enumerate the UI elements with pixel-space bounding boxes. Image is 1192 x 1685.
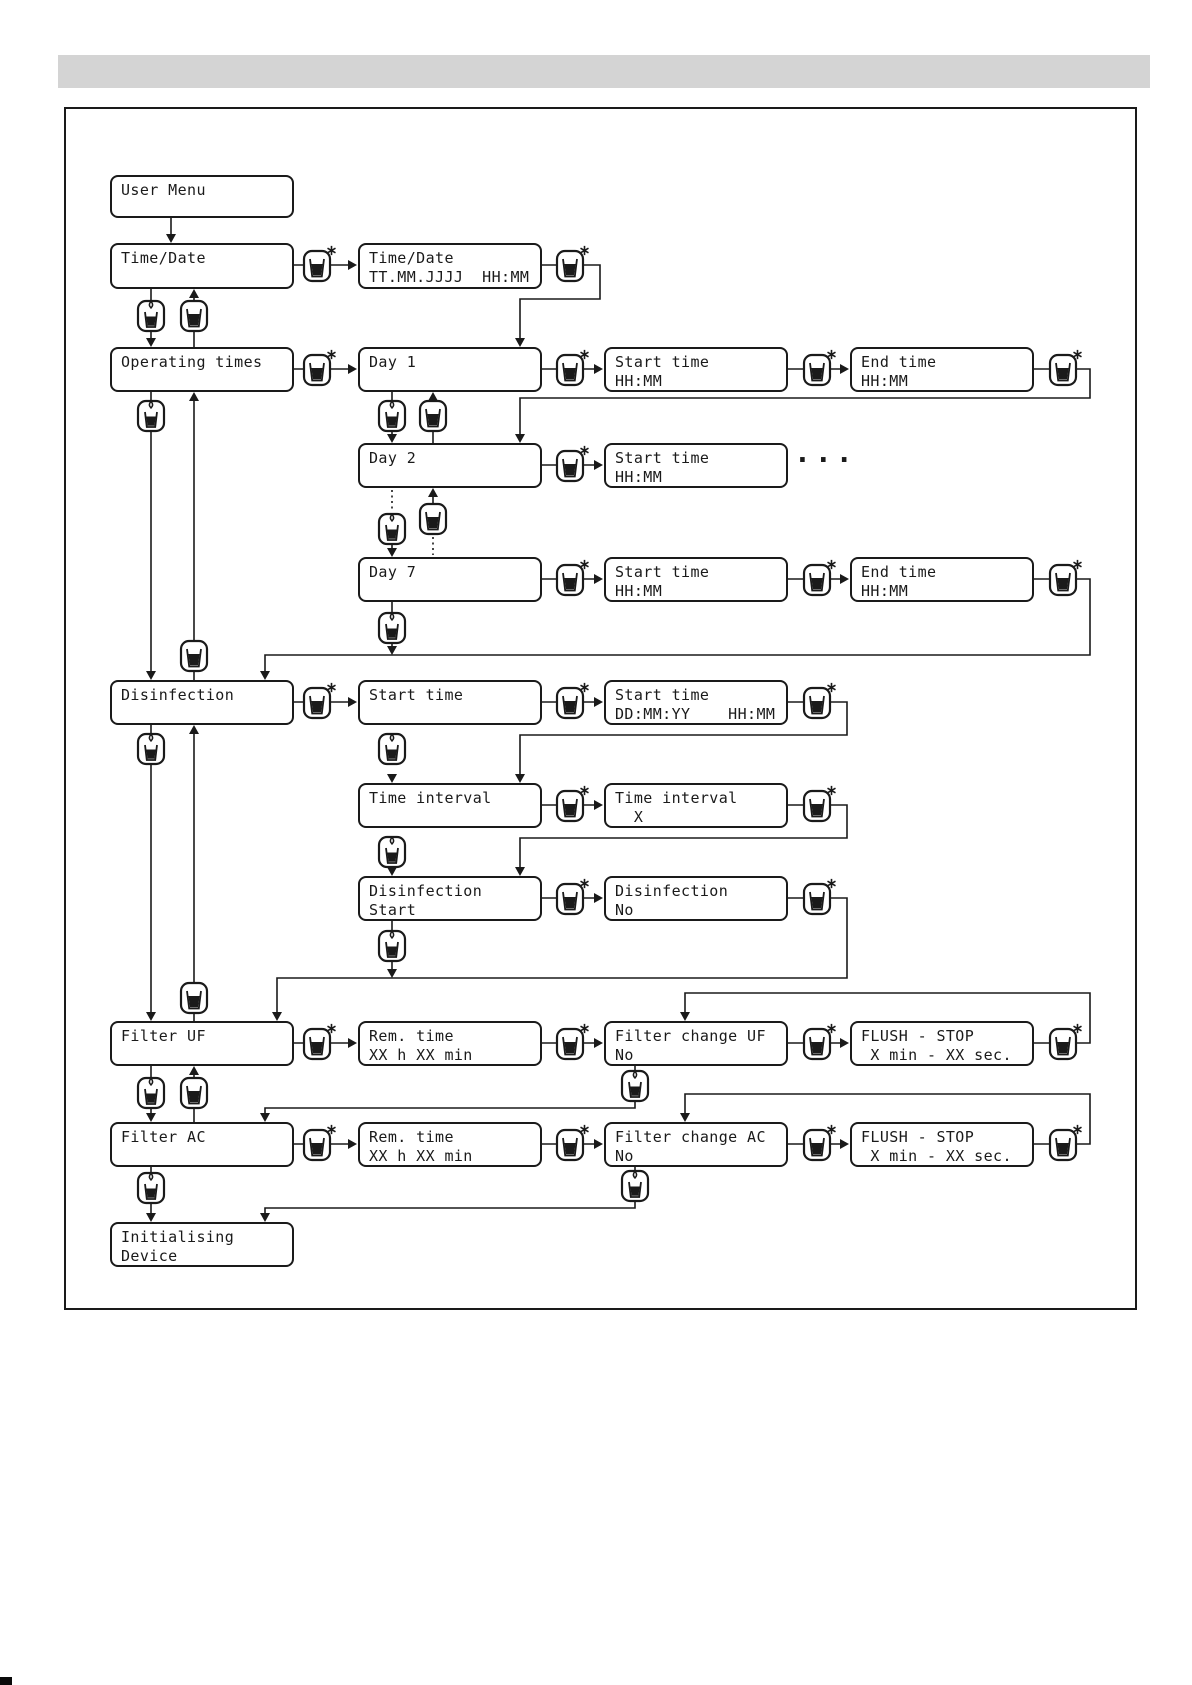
node-disinfection-start (358, 876, 542, 921)
node-line2: X min - XX sec. (861, 1147, 1012, 1165)
node-line2: X min - XX sec. (861, 1046, 1012, 1064)
node-line2: Start (369, 901, 417, 919)
node-filter-ac-remaining-time (358, 1122, 542, 1167)
node-line1: Day 2 (369, 449, 417, 467)
node-line1: FLUSH - STOP (861, 1128, 975, 1146)
water-dispense-button-icon (181, 983, 207, 1013)
cold-water-button-icon (804, 1024, 836, 1059)
node-line2: HH:MM (861, 582, 909, 600)
node-line1: Filter AC (121, 1128, 206, 1146)
node-line1: Disinfection (121, 686, 235, 704)
node-line1: End time (861, 563, 937, 581)
node-line2: No (615, 1046, 634, 1064)
node-disinfection-start-time (358, 680, 542, 725)
node-line1: Disinfection (615, 882, 729, 900)
node-line1: Initialising (121, 1228, 235, 1246)
node-line1: Filter change UF (615, 1027, 766, 1045)
node-line1: Time/Date (369, 249, 454, 267)
node-line2: X (615, 808, 644, 826)
hot-water-button-icon (379, 613, 405, 643)
hot-water-button-icon (622, 1171, 648, 1201)
cold-water-button-icon (1050, 350, 1082, 385)
hot-water-button-icon (622, 1071, 648, 1101)
node-line1: User Menu (121, 181, 206, 199)
cold-water-button-icon (557, 560, 589, 595)
water-dispense-button-icon (181, 1078, 207, 1108)
node-line1: FLUSH - STOP (861, 1027, 975, 1045)
node-line2: No (615, 1147, 634, 1165)
node-line2: XX h XX min (369, 1147, 473, 1165)
node-line1: Rem. time (369, 1027, 454, 1045)
node-line2: HH:MM (615, 582, 663, 600)
cold-water-button-icon (804, 879, 836, 914)
hot-water-button-icon (138, 1173, 164, 1203)
cold-water-button-icon (804, 560, 836, 595)
node-line1: End time (861, 353, 937, 371)
hot-water-button-icon (138, 1078, 164, 1108)
node-disinfection-confirm (604, 876, 788, 921)
cold-water-button-icon (804, 350, 836, 385)
node-day-2-start-time (604, 443, 788, 488)
cold-water-button-icon (804, 683, 836, 718)
node-line2: Device (121, 1247, 178, 1265)
cold-water-button-icon (304, 1125, 336, 1160)
node-filter-uf (110, 1021, 294, 1066)
cold-water-button-icon (804, 786, 836, 821)
node-day-7-start-time (604, 557, 788, 602)
water-dispense-button-icon (420, 401, 446, 431)
water-dispense-button-icon (181, 641, 207, 671)
node-filter-change-ac (604, 1122, 788, 1167)
node-line1: Start time (615, 686, 710, 704)
node-day-1-end-time (850, 347, 1034, 392)
node-line2: DD:MM:YY HH:MM (615, 705, 776, 723)
cold-water-button-icon (1050, 1125, 1082, 1160)
node-line1: Time interval (615, 789, 738, 807)
cold-water-button-icon (557, 446, 589, 481)
node-line2: HH:MM (861, 372, 909, 390)
node-line1: Day 7 (369, 563, 417, 581)
node-line1: Filter change AC (615, 1128, 766, 1146)
cold-water-button-icon (557, 1024, 589, 1059)
node-time-interval (358, 783, 542, 828)
node-line2: TT.MM.JJJJ HH:MM (369, 268, 530, 286)
cold-water-button-icon (304, 1024, 336, 1059)
node-line1: Start time (615, 563, 710, 581)
cold-water-button-icon (557, 246, 589, 281)
node-disinfection (110, 680, 294, 725)
node-line1: Filter UF (121, 1027, 206, 1045)
cold-water-button-icon (557, 350, 589, 385)
node-operating-times (110, 347, 294, 392)
cold-water-button-icon (804, 1125, 836, 1160)
node-line1: Rem. time (369, 1128, 454, 1146)
node-initialising-device (110, 1222, 294, 1267)
node-line1: Time/Date (121, 249, 206, 267)
node-filter-uf-remaining-time (358, 1021, 542, 1066)
node-line2: No (615, 901, 634, 919)
cold-water-button-icon (1050, 560, 1082, 595)
hot-water-button-icon (379, 514, 405, 544)
cold-water-button-icon (557, 683, 589, 718)
cold-water-button-icon (557, 1125, 589, 1160)
cold-water-button-icon (1050, 1024, 1082, 1059)
node-day-7 (358, 557, 542, 602)
hot-water-button-icon (379, 401, 405, 431)
node-line1: Start time (615, 449, 710, 467)
page-corner-mark (0, 1677, 12, 1685)
hot-water-button-icon (138, 734, 164, 764)
hot-water-button-icon (138, 401, 164, 431)
hot-water-button-icon (379, 931, 405, 961)
node-line1: Start time (615, 353, 710, 371)
water-dispense-button-icon (420, 504, 446, 534)
node-time-date (110, 243, 294, 289)
cold-water-button-icon (557, 879, 589, 914)
cold-water-button-icon (557, 786, 589, 821)
node-line2: XX h XX min (369, 1046, 473, 1064)
node-day-2 (358, 443, 542, 488)
cold-water-button-icon (304, 683, 336, 718)
cold-water-button-icon (304, 246, 336, 281)
water-dispense-button-icon (181, 301, 207, 331)
node-filter-ac (110, 1122, 294, 1167)
days-continue-ellipsis: ... (794, 436, 857, 469)
node-line1: Operating times (121, 353, 263, 371)
node-day-1-start-time (604, 347, 788, 392)
node-time-interval-display (604, 783, 788, 828)
node-day-7-end-time (850, 557, 1034, 602)
node-line1: Day 1 (369, 353, 417, 371)
node-line1: Time interval (369, 789, 492, 807)
node-flush-stop-uf (850, 1021, 1034, 1066)
hot-water-button-icon (379, 734, 405, 764)
node-line2: HH:MM (615, 468, 663, 486)
node-flush-stop-ac (850, 1122, 1034, 1167)
node-line1: Disinfection (369, 882, 483, 900)
node-line1: Start time (369, 686, 464, 704)
node-time-date-display (358, 243, 542, 289)
cold-water-button-icon (304, 350, 336, 385)
hot-water-button-icon (379, 837, 405, 867)
node-filter-change-uf (604, 1021, 788, 1066)
node-day-1 (358, 347, 542, 392)
node-disinfection-start-time-display (604, 680, 788, 725)
node-user-menu (110, 175, 294, 218)
node-line2: HH:MM (615, 372, 663, 390)
hot-water-button-icon (138, 301, 164, 331)
